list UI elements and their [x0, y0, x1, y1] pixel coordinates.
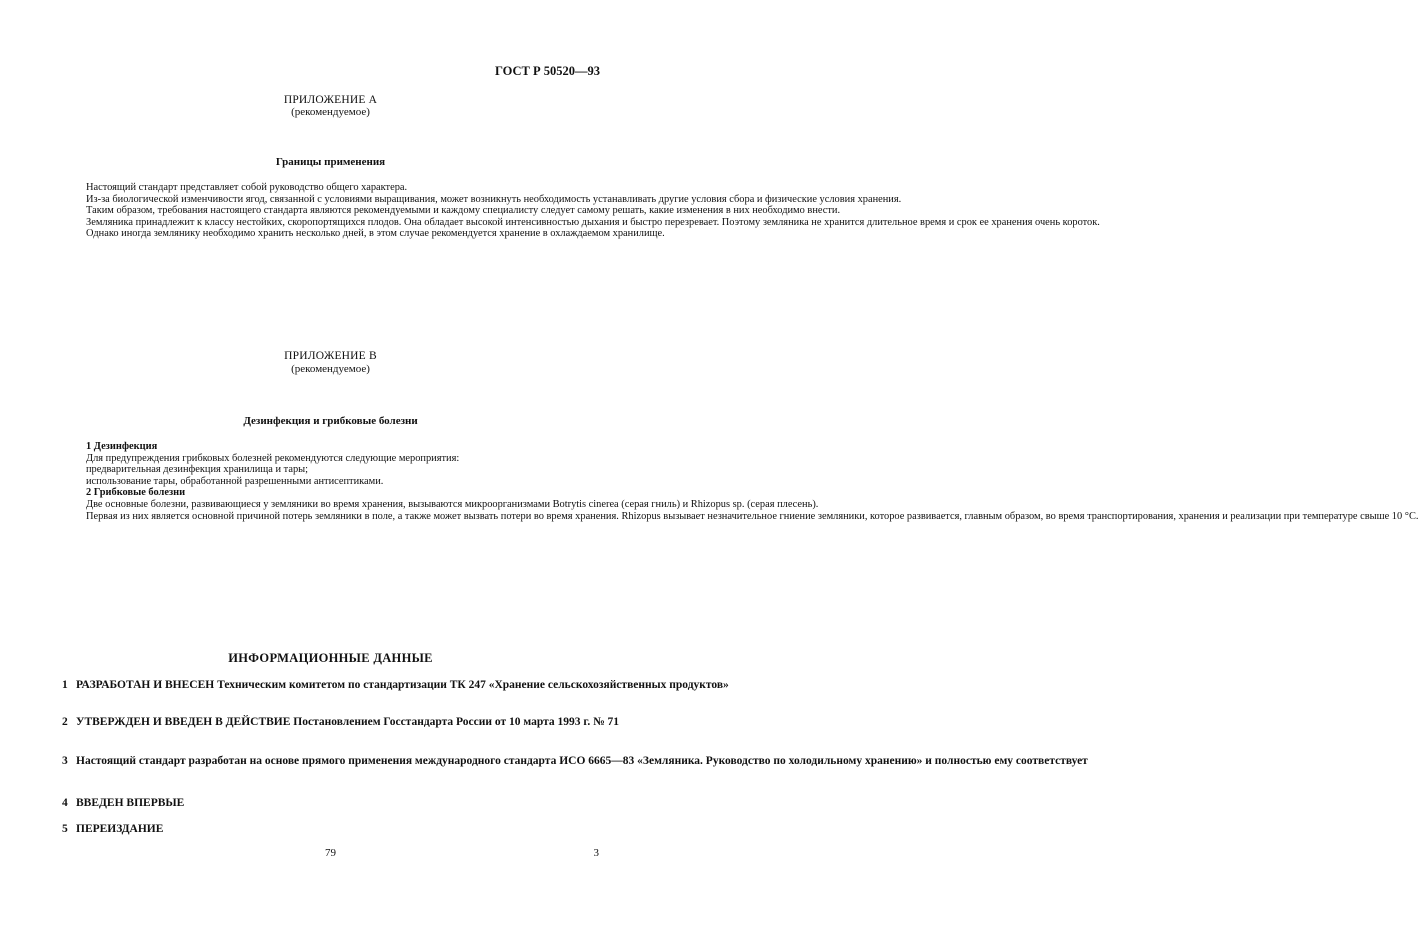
paragraph: Для предупреждения грибковых болезней рекомендуются следующие мероприятия: [86, 452, 460, 464]
appendix-a-title: ПРИЛОЖЕНИЕ А [283, 94, 378, 106]
paragraph: предварительная дезинфекция хранилища и тары; [86, 464, 309, 476]
appendix-a-heading: Границы применения [275, 156, 386, 168]
info-item-text: Постановлением Госстандарта России от 10 марта 1993 г. № 71 [293, 716, 620, 728]
info-item-number: 1 [62, 679, 68, 691]
page-number: 79 [325, 847, 336, 859]
info-item-number: 3 [62, 755, 68, 767]
info-item [62, 715, 620, 729]
info-item [62, 822, 599, 836]
paragraph: использование тары, обработанной разрешенными антисептиками. [86, 475, 384, 487]
appendix-a-body [62, 182, 1100, 240]
info-item [62, 678, 729, 692]
info-item-text: Техническим комитетом по стандартизации ТК 247 «Хранение сельскохозяйственных продуктов» [217, 679, 729, 691]
sheet-number: 3 [593, 847, 599, 859]
info-item-number: 4 [62, 797, 68, 809]
appendix-a-subtitle: (рекомендуемое) [291, 106, 370, 118]
info-item-number: 5 [62, 823, 68, 835]
standard-number: ГОСТ Р 50520—93 [494, 64, 600, 78]
section-title: 2 Грибковые болезни [86, 487, 186, 499]
paragraph: Две основные болезни, развивающиеся у земляники во время хранения, вызываются микроорганизмами Botrytis cinerea (серая гниль) и Rhizopus sp. (серая плесень). [86, 498, 819, 510]
info-item-number: 2 [62, 716, 68, 728]
paragraph: Из-за биологической изменчивости ягод, связанной с условиями выращивания, может возникнуть необходимость устанавливать другие условия сбора и физические условия хранения. [86, 193, 902, 205]
info-item-lead: УТВЕРЖДЕН И ВВЕДЕН В ДЕЙСТВИЕ [76, 716, 291, 728]
info-item-text: Настоящий стандарт разработан на основе прямого применения международного стандарта ИСО 6665—83 «Земляника. Руководство по холодильному хранению» и полностью ему соответствует [76, 755, 1088, 767]
section-title: 1 Дезинфекция [86, 441, 158, 452]
paragraph: Таким образом, требования настоящего стандарта являются рекомендуемыми и каждому специалисту следует самому решать, какие изменения в них необходимо внести. [86, 205, 841, 217]
info-item-lead: РАЗРАБОТАН И ВНЕСЕН [76, 679, 215, 691]
info-item-lead: ВВЕДЕН ВПЕРВЫЕ [76, 797, 185, 809]
info-item [62, 754, 1088, 768]
appendix-b-body [62, 441, 1418, 522]
appendix-b-heading: Дезинфекция и грибковые болезни [243, 415, 418, 427]
paragraph: Однако иногда землянику необходимо хранить несколько дней, в этом случае рекомендуется хранение в охлаждаемом хранилище. [86, 228, 665, 240]
appendix-b-subtitle: (рекомендуемое) [291, 363, 370, 375]
paragraph: Первая из них является основной причиной потерь земляники в поле, а также может вызвать потери во время хранения. Rhizopus вызывает незначительное гниение земляники, которое развивается, главным образом, во время транспортирования, хранения и реализации при температуре свыше 10 °С. [86, 510, 1418, 522]
info-item [62, 796, 599, 810]
paragraph: Настоящий стандарт представляет собой руководство общего характера. [86, 182, 408, 193]
info-item-lead: ПЕРЕИЗДАНИЕ [76, 823, 164, 835]
info-title: ИНФОРМАЦИОННЫЕ ДАННЫЕ [228, 651, 433, 665]
paragraph: Земляника принадлежит к классу нестойких, скоропортящихся плодов. Она обладает высокой интенсивностью дыхания и быстро перезревает. Поэтому земляника не хранится длительное время и срок ее хранения очень короток. [86, 216, 1100, 228]
appendix-b-title: ПРИЛОЖЕНИЕ В [284, 350, 377, 362]
